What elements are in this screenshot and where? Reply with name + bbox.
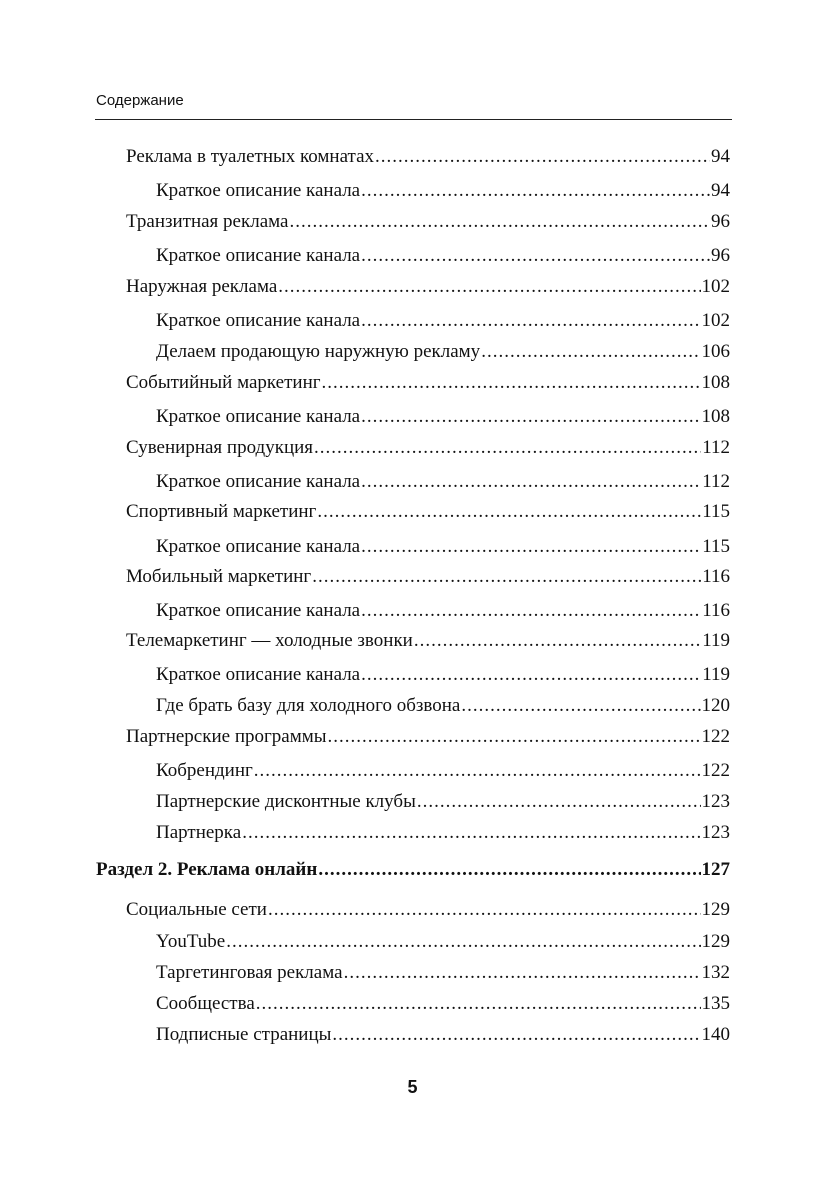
toc-entry[interactable] <box>126 275 730 299</box>
toc-entry[interactable] <box>156 821 730 845</box>
leader-dots <box>361 599 701 623</box>
toc-entry-title: Социальные сети <box>126 899 267 920</box>
toc-entry-page: 102 <box>701 276 730 297</box>
toc-entry[interactable] <box>126 371 730 395</box>
toc-entry[interactable] <box>126 629 730 653</box>
toc-entry-page: 96 <box>711 211 730 232</box>
toc-entry-title: Краткое описание канала <box>156 180 361 201</box>
leader-dots <box>318 858 700 882</box>
toc-entry-title: Где брать базу для холодного обзвона <box>156 695 461 716</box>
toc-entry-title: Телемаркетинг — холодные звонки <box>126 630 413 651</box>
leader-dots <box>268 898 701 922</box>
toc-entry-page: 132 <box>701 962 730 983</box>
toc-entry-title: Партнерские дисконтные клубы <box>156 791 416 812</box>
page-number: 5 <box>407 1077 418 1097</box>
toc-entry-title: Таргетинговая реклама <box>156 962 343 983</box>
leader-dots <box>314 436 701 460</box>
leader-dots <box>322 371 701 395</box>
toc-entry-page: 123 <box>701 822 730 843</box>
leader-dots <box>361 470 701 494</box>
toc-entry[interactable] <box>156 340 730 364</box>
leader-dots <box>344 961 701 985</box>
toc-entry-page: 129 <box>701 899 730 920</box>
toc-entry-page: 122 <box>701 726 730 747</box>
leader-dots <box>461 694 700 718</box>
toc-entry-page: 120 <box>701 695 730 716</box>
toc-entry[interactable] <box>156 1023 730 1047</box>
toc-entry-page: 106 <box>701 341 730 362</box>
toc-entry[interactable] <box>156 961 730 985</box>
toc-entry[interactable] <box>126 210 730 234</box>
toc-entry-page: 119 <box>702 630 730 651</box>
toc-entry-page: 108 <box>701 406 730 427</box>
toc-entry-page: 140 <box>701 1024 730 1045</box>
toc-entry-title: Спортивный маркетинг <box>126 501 317 522</box>
toc-entry-title: Мобильный маркетинг <box>126 566 312 587</box>
toc-entry-page: 112 <box>702 437 730 458</box>
toc-entry[interactable] <box>156 309 730 333</box>
toc-entry[interactable] <box>126 436 730 460</box>
toc-entry[interactable] <box>126 500 730 524</box>
toc-entry[interactable] <box>126 898 730 922</box>
toc-entry-page: 116 <box>702 600 730 621</box>
toc-entry[interactable] <box>156 470 730 494</box>
toc-entry-page: 129 <box>701 931 730 952</box>
leader-dots <box>312 565 701 589</box>
toc-entry-title: Сообщества <box>156 993 255 1014</box>
toc-entry-title: Партнерские программы <box>126 726 327 747</box>
toc-entry-page: 96 <box>711 245 730 266</box>
leader-dots <box>481 340 700 364</box>
toc-entry-page: 135 <box>701 993 730 1014</box>
leader-dots <box>242 821 700 845</box>
toc-entry-page: 94 <box>711 180 730 201</box>
toc-entry[interactable] <box>156 405 730 429</box>
toc-entry-page: 115 <box>702 501 730 522</box>
toc-entry[interactable] <box>156 930 730 954</box>
toc-entry[interactable] <box>156 535 730 559</box>
toc-entry-page: 122 <box>701 760 730 781</box>
leader-dots <box>289 210 710 234</box>
toc-entry-page: 119 <box>702 664 730 685</box>
leader-dots <box>417 790 701 814</box>
toc-entry[interactable] <box>156 663 730 687</box>
toc-entry-title: Краткое описание канала <box>156 471 361 492</box>
toc-entry-title: Краткое описание канала <box>156 245 361 266</box>
leader-dots <box>375 145 710 169</box>
toc-entry-page: 115 <box>702 536 730 557</box>
leader-dots <box>332 1023 700 1047</box>
toc-entry-title: Партнерка <box>156 822 242 843</box>
toc-entry-title: Подписные страницы <box>156 1024 332 1045</box>
leader-dots <box>361 179 710 203</box>
leader-dots <box>361 244 710 268</box>
toc-entry[interactable] <box>156 599 730 623</box>
toc-section-entry[interactable] <box>96 858 730 882</box>
toc-section-title: Раздел 2. Реклама онлайн <box>96 859 318 880</box>
header-rule <box>95 119 732 120</box>
toc-entry-page: 102 <box>701 310 730 331</box>
toc-entry-title: Кобрендинг <box>156 760 253 781</box>
toc-entry-title: YouTube <box>156 931 226 952</box>
toc-entry[interactable] <box>156 992 730 1016</box>
toc-entry[interactable] <box>156 694 730 718</box>
toc-section-page: 127 <box>701 859 730 880</box>
running-head: Содержание <box>96 92 184 109</box>
toc-entry-title: Сувенирная продукция <box>126 437 314 458</box>
toc-entry-title: Событийный маркетинг <box>126 372 321 393</box>
toc-entry-page: 112 <box>702 471 730 492</box>
toc-entry-title: Краткое описание канала <box>156 310 361 331</box>
toc-entry-title: Реклама в туалетных комнатах <box>126 146 375 167</box>
leader-dots <box>414 629 701 653</box>
leader-dots <box>278 275 700 299</box>
leader-dots <box>317 500 701 524</box>
toc-entry-title: Краткое описание канала <box>156 536 361 557</box>
toc-entry[interactable] <box>126 725 730 749</box>
toc-entry-page: 116 <box>702 566 730 587</box>
toc-entry-page: 123 <box>701 791 730 812</box>
toc-entry[interactable] <box>126 145 730 169</box>
toc-entry-page: 94 <box>711 146 730 167</box>
leader-dots <box>361 405 700 429</box>
toc-entry-title: Краткое описание канала <box>156 664 361 685</box>
leader-dots <box>328 725 701 749</box>
leader-dots <box>361 309 700 333</box>
leader-dots <box>226 930 700 954</box>
toc-entry[interactable] <box>156 244 730 268</box>
leader-dots <box>361 535 701 559</box>
leader-dots <box>256 992 701 1016</box>
toc-entry-title: Краткое описание канала <box>156 406 361 427</box>
toc-entry[interactable] <box>126 565 730 589</box>
leader-dots <box>361 663 701 687</box>
toc-entry-title: Делаем продающую наружную рекламу <box>156 341 481 362</box>
leader-dots <box>254 759 701 783</box>
toc-entry-title: Краткое описание канала <box>156 600 361 621</box>
toc-entry[interactable] <box>156 759 730 783</box>
toc-entry[interactable] <box>156 790 730 814</box>
toc-entry[interactable] <box>156 179 730 203</box>
toc-entry-title: Наружная реклама <box>126 276 278 297</box>
toc-entry-title: Транзитная реклама <box>126 211 289 232</box>
toc-entry-page: 108 <box>701 372 730 393</box>
